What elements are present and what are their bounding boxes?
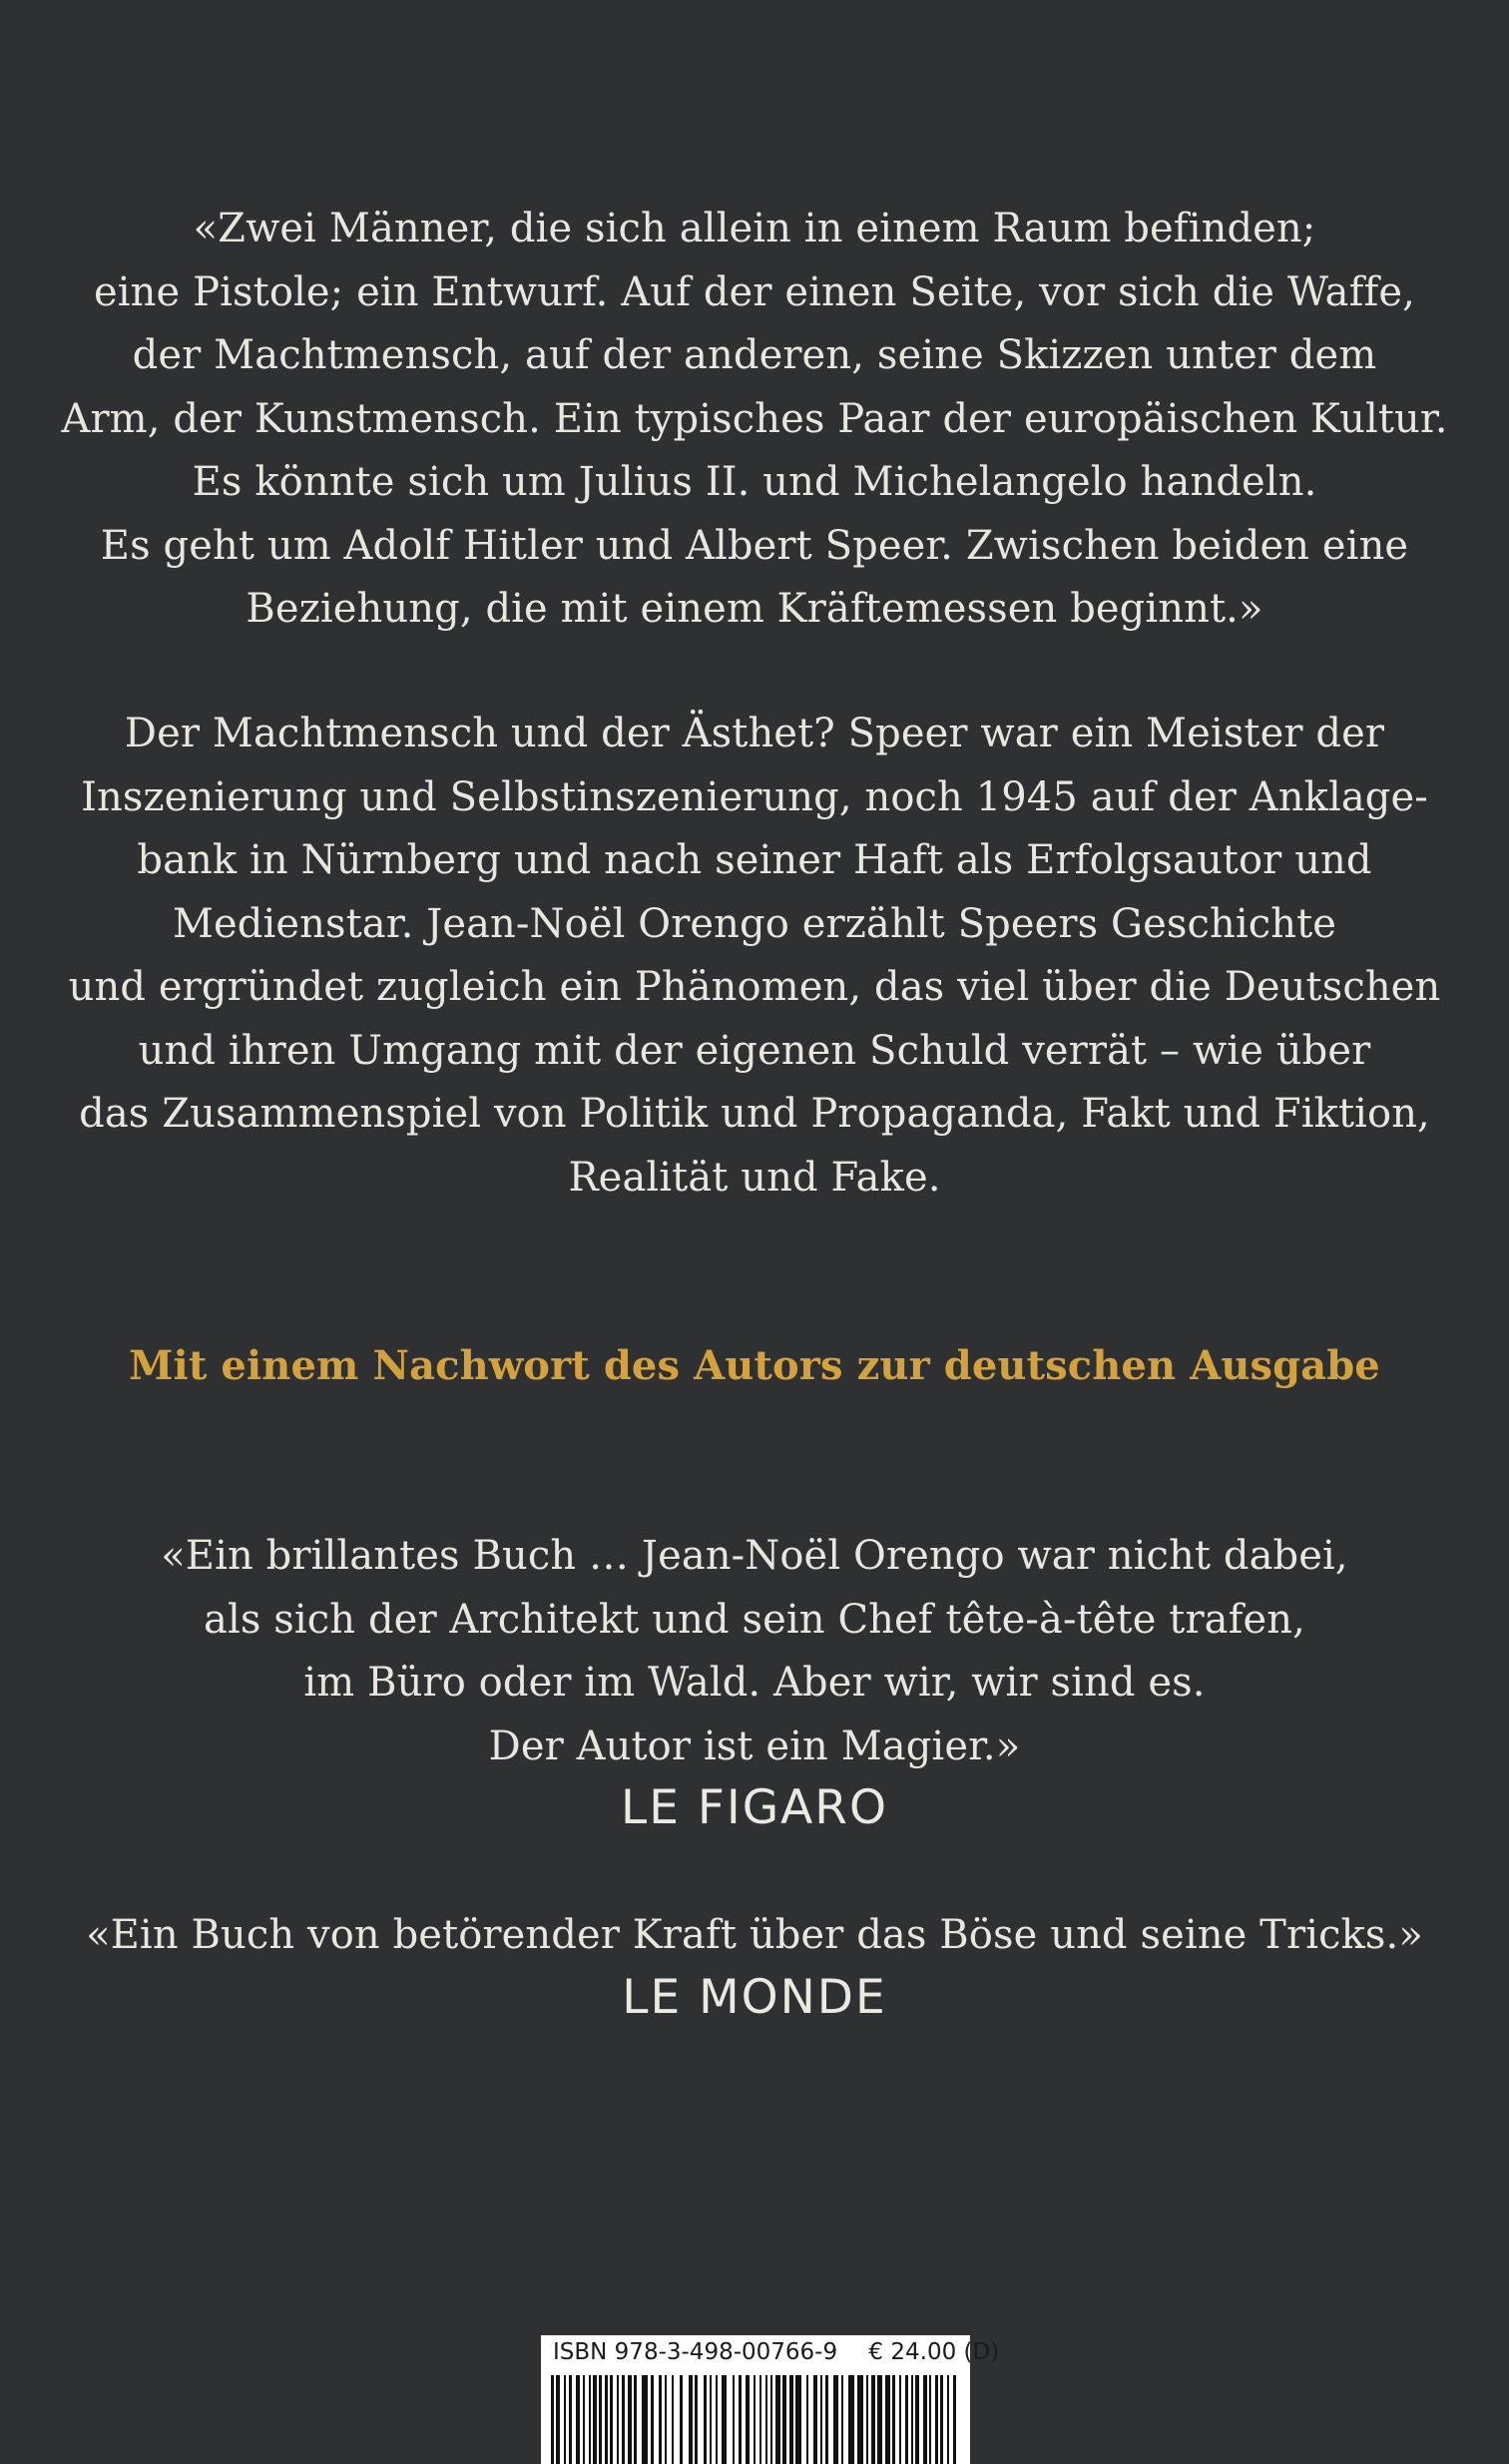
- opening-quote: [0, 198, 1509, 642]
- barcode-bar: [841, 2375, 843, 2464]
- barcode-bar: [833, 2375, 838, 2464]
- barcode-bar: [871, 2375, 875, 2464]
- review-source: LE MONDE: [622, 1969, 887, 2025]
- review-line: im Büro oder im Wald. Aber wir, wir sind es.: [303, 1660, 1206, 1706]
- barcode-bar: [820, 2375, 822, 2464]
- review-le-monde: [0, 1904, 1509, 2028]
- barcode-bar: [848, 2375, 854, 2464]
- barcode-bar: [689, 2375, 693, 2464]
- review-line: als sich der Architekt und sein Chef tête-à-tête trafen,: [204, 1596, 1305, 1643]
- barcode-bar: [911, 2375, 913, 2464]
- barcode-bar: [551, 2375, 554, 2464]
- barcode-bar: [825, 2375, 828, 2464]
- isbn-number: ISBN 978-3-498-00766-9: [553, 2339, 838, 2365]
- barcode-bar: [569, 2375, 572, 2464]
- barcode-bar: [564, 2375, 566, 2464]
- barcode-bar: [704, 2375, 707, 2464]
- barcode-bar: [593, 2375, 597, 2464]
- barcode-bar: [775, 2375, 780, 2464]
- barcode-bar: [716, 2375, 718, 2464]
- barcode-bar: [782, 2375, 786, 2464]
- quote-line: «Zwei Männer, die sich allein in einem Raum befinden;: [193, 206, 1316, 251]
- description-line: das Zusammenspiel von Politik und Propaganda, Fakt und Fiktion,: [79, 1091, 1430, 1137]
- barcode: [545, 2375, 966, 2464]
- afterword-text: Mit einem Nachwort des Autors zur deutschen Ausgabe: [129, 1342, 1380, 1389]
- barcode-bar: [628, 2375, 632, 2464]
- barcode-bar: [642, 2375, 648, 2464]
- description-line: und ihren Umgang mit der eigenen Schuld verrät – wie über: [138, 1027, 1371, 1074]
- barcode-bar: [722, 2375, 727, 2464]
- review-line: «Ein Buch von betörender Kraft über das Böse und seine Tricks.»: [86, 1912, 1423, 1958]
- barcode-bar: [599, 2375, 602, 2464]
- barcode-bar: [789, 2375, 793, 2464]
- barcode-bar: [923, 2375, 927, 2464]
- barcode-bar: [795, 2375, 801, 2464]
- barcode-bar: [695, 2375, 698, 2464]
- barcode-bar: [605, 2375, 608, 2464]
- barcode-bar: [759, 2375, 761, 2464]
- barcode-bar: [885, 2375, 890, 2464]
- afterword-note: [0, 1334, 1509, 1398]
- quote-line: Arm, der Kunstmensch. Ein typisches Paar der europäischen Kultur.: [61, 395, 1448, 442]
- quote-line: der Machtmensch, auf der anderen, seine Skizzen unter dem: [132, 332, 1377, 378]
- barcode-bar: [765, 2375, 767, 2464]
- barcode-bar: [806, 2375, 808, 2464]
- barcode-bar: [610, 2375, 613, 2464]
- barcode-bar: [622, 2375, 625, 2464]
- barcode-bar: [892, 2375, 895, 2464]
- barcode-bar: [899, 2375, 901, 2464]
- review-source: LE FIGARO: [621, 1780, 888, 1835]
- barcode-bar: [680, 2375, 683, 2464]
- barcode-bar: [665, 2375, 667, 2464]
- barcode-bar: [672, 2375, 674, 2464]
- barcode-bar: [866, 2375, 868, 2464]
- barcode-bar: [940, 2375, 943, 2464]
- barcode-bar: [746, 2375, 750, 2464]
- barcode-bar: [929, 2375, 931, 2464]
- barcode-bar: [651, 2375, 654, 2464]
- review-le-figaro: [0, 1525, 1509, 1838]
- barcode-bar: [589, 2375, 591, 2464]
- description-line: bank in Nürnberg und nach seiner Haft als Erfolgsautor und: [137, 837, 1372, 883]
- description-line: Medienstar. Jean-Noël Orengo erzählt Speers Geschichte: [172, 900, 1337, 947]
- barcode-bar: [617, 2375, 619, 2464]
- barcode-bar: [770, 2375, 772, 2464]
- barcode-bar: [813, 2375, 817, 2464]
- description-line: Realität und Fake.: [568, 1154, 941, 1201]
- review-line: Der Autor ist ein Magier.»: [488, 1723, 1021, 1769]
- description-line: Inszenierung und Selbstinszenierung, noch 1945 auf der Anklage-: [81, 773, 1428, 820]
- barcode-bar: [556, 2375, 560, 2464]
- quote-line: Beziehung, die mit einem Kräftemessen beginnt.»: [246, 586, 1263, 632]
- barcode-bar: [953, 2375, 956, 2464]
- review-line: «Ein brillantes Buch … Jean-Noël Orengo war nicht dabei,: [161, 1533, 1348, 1579]
- isbn-line: [541, 2337, 1000, 2367]
- quote-line: eine Pistole; ein Entwurf. Auf der einen Seite, vor sich die Waffe,: [94, 268, 1415, 315]
- barcode-bar: [710, 2375, 712, 2464]
- isbn-barcode-box: [541, 2335, 1000, 2464]
- barcode-bar: [754, 2375, 755, 2464]
- description-line: Der Machtmensch und der Ästhet? Speer war ein Meister der: [124, 711, 1385, 756]
- barcode-bar: [739, 2375, 742, 2464]
- barcode-bar: [877, 2375, 882, 2464]
- barcode-bar: [634, 2375, 637, 2464]
- barcode-bar: [947, 2375, 949, 2464]
- quote-line: Es geht um Adolf Hitler und Albert Speer. Zwischen beiden eine: [100, 522, 1409, 569]
- price: € 24.00 (D): [868, 2339, 1000, 2365]
- quote-line: Es könnte sich um Julius II. und Michelangelo handeln.: [192, 459, 1317, 505]
- barcode-bar: [935, 2375, 938, 2464]
- book-description: [0, 703, 1509, 1210]
- barcode-bar: [733, 2375, 735, 2464]
- barcode-bar: [905, 2375, 908, 2464]
- barcode-bar: [857, 2375, 863, 2464]
- barcode-bar: [915, 2375, 919, 2464]
- barcode-bar: [659, 2375, 662, 2464]
- barcode-bar: [576, 2375, 580, 2464]
- description-line: und ergründet zugleich ein Phänomen, das viel über die Deutschen: [68, 964, 1441, 1010]
- barcode-bar: [583, 2375, 585, 2464]
